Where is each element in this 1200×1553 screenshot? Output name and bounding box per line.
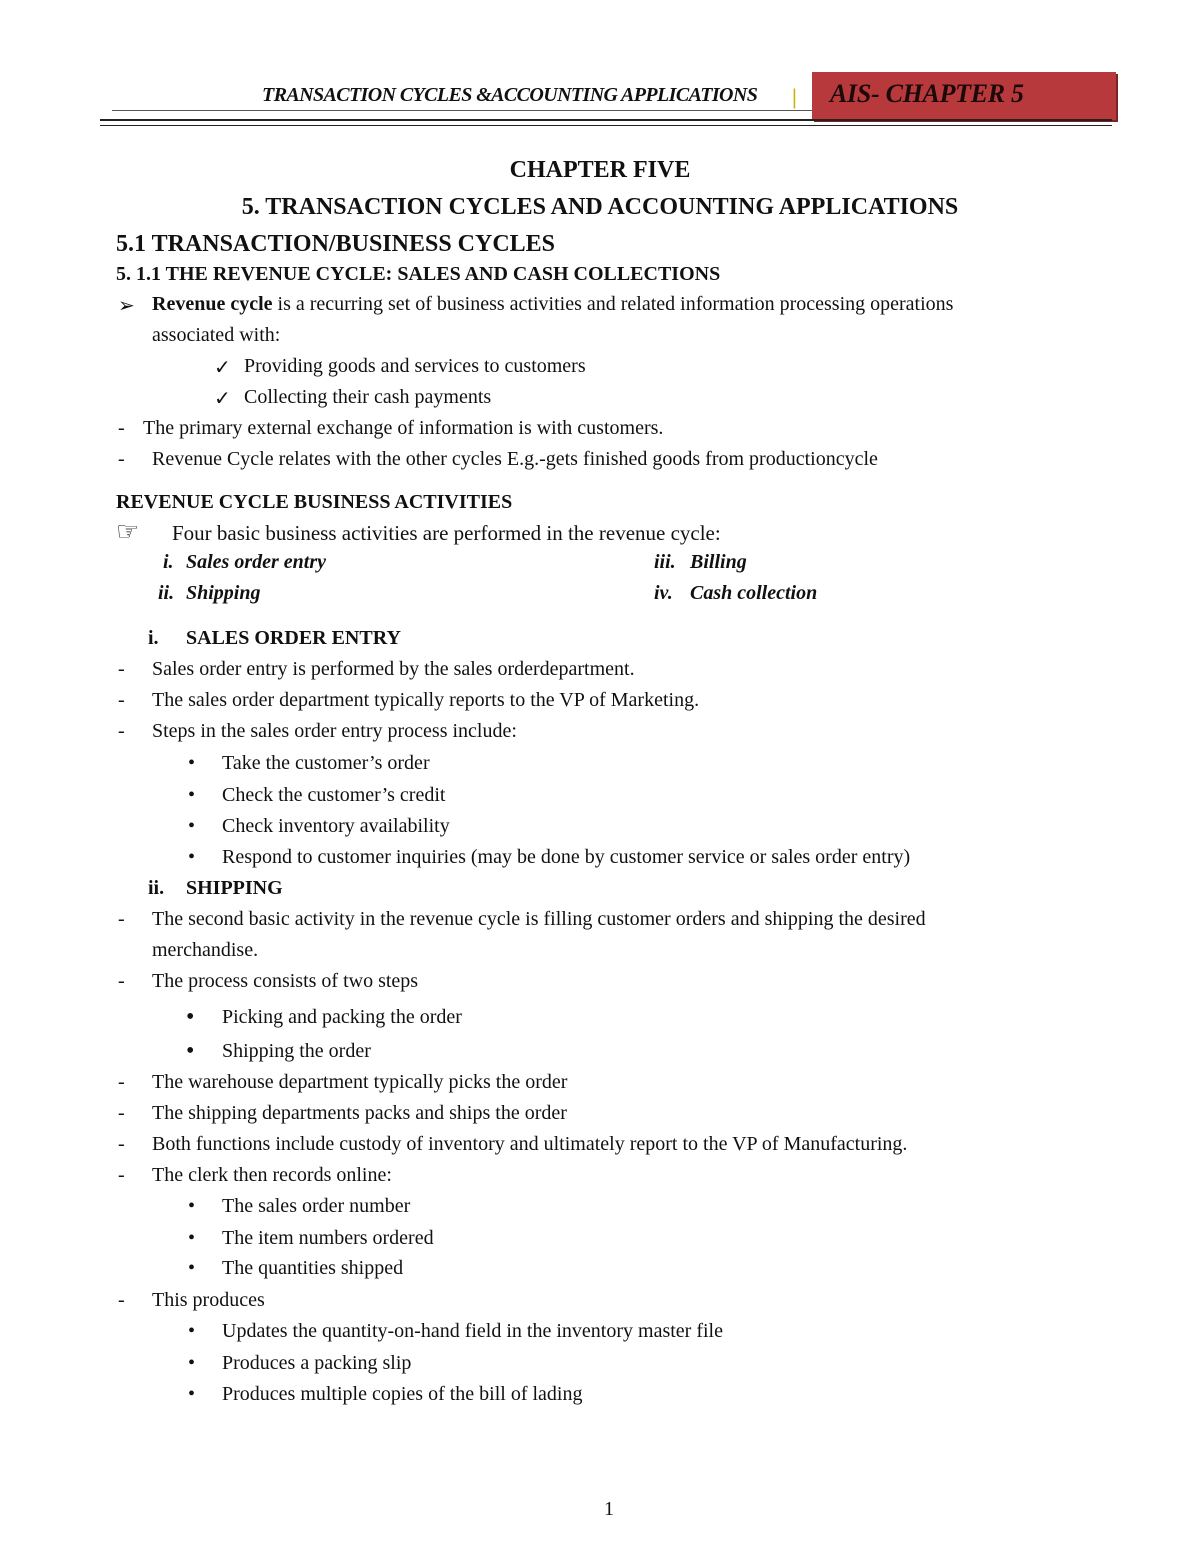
- dash-marker: -: [118, 1289, 125, 1311]
- activities-heading: REVENUE CYCLE BUSINESS ACTIVITIES: [116, 491, 513, 513]
- bullet-marker: •: [188, 846, 196, 868]
- dash-marker: -: [118, 1102, 125, 1124]
- header-rule-thin: [100, 125, 1112, 126]
- check-item: Providing goods and services to customers: [244, 355, 586, 377]
- bullet-item: Produces a packing slip: [222, 1352, 412, 1374]
- check-item: Collecting their cash payments: [244, 386, 492, 408]
- dash-item: The clerk then records online:: [152, 1164, 392, 1186]
- subheading-number: i.: [148, 627, 159, 649]
- dash-item: The process consists of two steps: [152, 970, 419, 992]
- intro-paragraph-line2: associated with:: [152, 324, 281, 346]
- check-icon: ✓: [214, 388, 231, 410]
- subheading-number: ii.: [148, 877, 165, 899]
- bullet-marker: •: [188, 752, 196, 774]
- dash-item: The second basic activity in the revenue cycle is filling customer orders and shipping the desired: [152, 908, 926, 930]
- dash-marker: -: [118, 1164, 125, 1186]
- activities-intro: Four basic business activities are performed in the revenue cycle:: [172, 521, 721, 545]
- bullet-marker: •: [188, 1195, 196, 1217]
- bullet-item: Picking and packing the order: [222, 1006, 462, 1028]
- bullet-marker: •: [188, 1352, 196, 1374]
- section-title: 5.1 TRANSACTION/BUSINESS CYCLES: [116, 231, 556, 257]
- dash-marker: -: [118, 689, 125, 711]
- bullet-item: Shipping the order: [222, 1040, 371, 1062]
- bullet-item: The sales order number: [222, 1195, 411, 1217]
- header-separator: |: [792, 84, 797, 109]
- bullet-marker: •: [188, 1320, 196, 1342]
- bullet-marker: •: [188, 1383, 196, 1405]
- bullet-marker: •: [188, 815, 196, 837]
- dash-item: Steps in the sales order entry process include:: [152, 720, 517, 742]
- pointing-hand-icon: ☞: [116, 517, 140, 546]
- running-title: TRANSACTION CYCLES &ACCOUNTING APPLICATIONS: [262, 84, 758, 106]
- header-rule-thick: [100, 119, 1112, 121]
- bullet-item: Check the customer’s credit: [222, 784, 446, 806]
- page-number: 1: [604, 1498, 614, 1520]
- dash-item: The shipping departments packs and ships the order: [152, 1102, 567, 1124]
- intro-paragraph-line1: [152, 293, 953, 316]
- bullet-marker: •: [188, 1227, 196, 1249]
- activity-label: Shipping: [186, 582, 261, 604]
- activity-number: i.: [163, 551, 174, 573]
- dash-item-continued: merchandise.: [152, 939, 259, 961]
- intro-definition: is a recurring set of business activities and related information processing operations: [272, 293, 954, 315]
- chapter-badge-label: AIS- CHAPTER 5: [830, 79, 1024, 108]
- bullet-item: Updates the quantity-on-hand field in the inventory master file: [222, 1320, 723, 1342]
- dash-marker: -: [118, 1071, 125, 1093]
- activity-label: Billing: [690, 551, 747, 573]
- chapter-title: CHAPTER FIVE: [509, 157, 691, 183]
- bullet-item: The item numbers ordered: [222, 1227, 434, 1249]
- dash-item: Revenue Cycle relates with the other cycles E.g.-gets finished goods from productioncycle: [152, 448, 878, 470]
- activity-number: iv.: [654, 582, 673, 604]
- dash-marker: -: [118, 908, 125, 930]
- bullet-item: Take the customer’s order: [222, 752, 430, 774]
- dash-marker: -: [118, 658, 125, 680]
- dash-item: This produces: [152, 1289, 265, 1311]
- subsection-title: 5. 1.1 THE REVENUE CYCLE: SALES AND CASH COLLECTIONS: [116, 263, 721, 285]
- intro-arrow-icon: ➢: [118, 295, 135, 317]
- check-icon: ✓: [214, 357, 231, 379]
- dash-marker: -: [118, 448, 125, 470]
- bullet-marker: •: [186, 1038, 195, 1064]
- bullet-marker: •: [188, 1257, 196, 1279]
- sales-order-heading: SALES ORDER ENTRY: [186, 627, 401, 649]
- dash-marker: -: [118, 720, 125, 742]
- bullet-marker: •: [186, 1004, 195, 1030]
- dash-marker: -: [118, 970, 125, 992]
- bullet-item: Produces multiple copies of the bill of lading: [222, 1383, 583, 1405]
- bullet-item: The quantities shipped: [222, 1257, 404, 1279]
- term-revenue-cycle: Revenue cycle: [152, 293, 273, 315]
- activity-number: iii.: [654, 551, 676, 573]
- dash-item: The warehouse department typically picks the order: [152, 1071, 568, 1093]
- activity-label: Sales order entry: [186, 551, 326, 573]
- bullet-marker: •: [188, 784, 196, 806]
- bullet-item: Respond to customer inquiries (may be done by customer service or sales order entry): [222, 846, 911, 868]
- activity-number: ii.: [158, 582, 175, 604]
- dash-item: Sales order entry is performed by the sales orderdepartment.: [152, 658, 635, 680]
- activity-label: Cash collection: [690, 582, 818, 604]
- bullet-item: Check inventory availability: [222, 815, 450, 837]
- dash-item: Both functions include custody of inventory and ultimately report to the VP of Manufacturing.: [152, 1133, 908, 1155]
- dash-item: The primary external exchange of information is with customers.: [143, 417, 664, 439]
- dash-item: The sales order department typically reports to the VP of Marketing.: [152, 689, 700, 711]
- main-title: 5. TRANSACTION CYCLES AND ACCOUNTING APPLICATIONS: [241, 194, 959, 220]
- header-rule-top: [112, 110, 812, 111]
- dash-marker: -: [118, 1133, 125, 1155]
- dash-marker: -: [118, 417, 125, 439]
- shipping-heading: SHIPPING: [186, 877, 283, 899]
